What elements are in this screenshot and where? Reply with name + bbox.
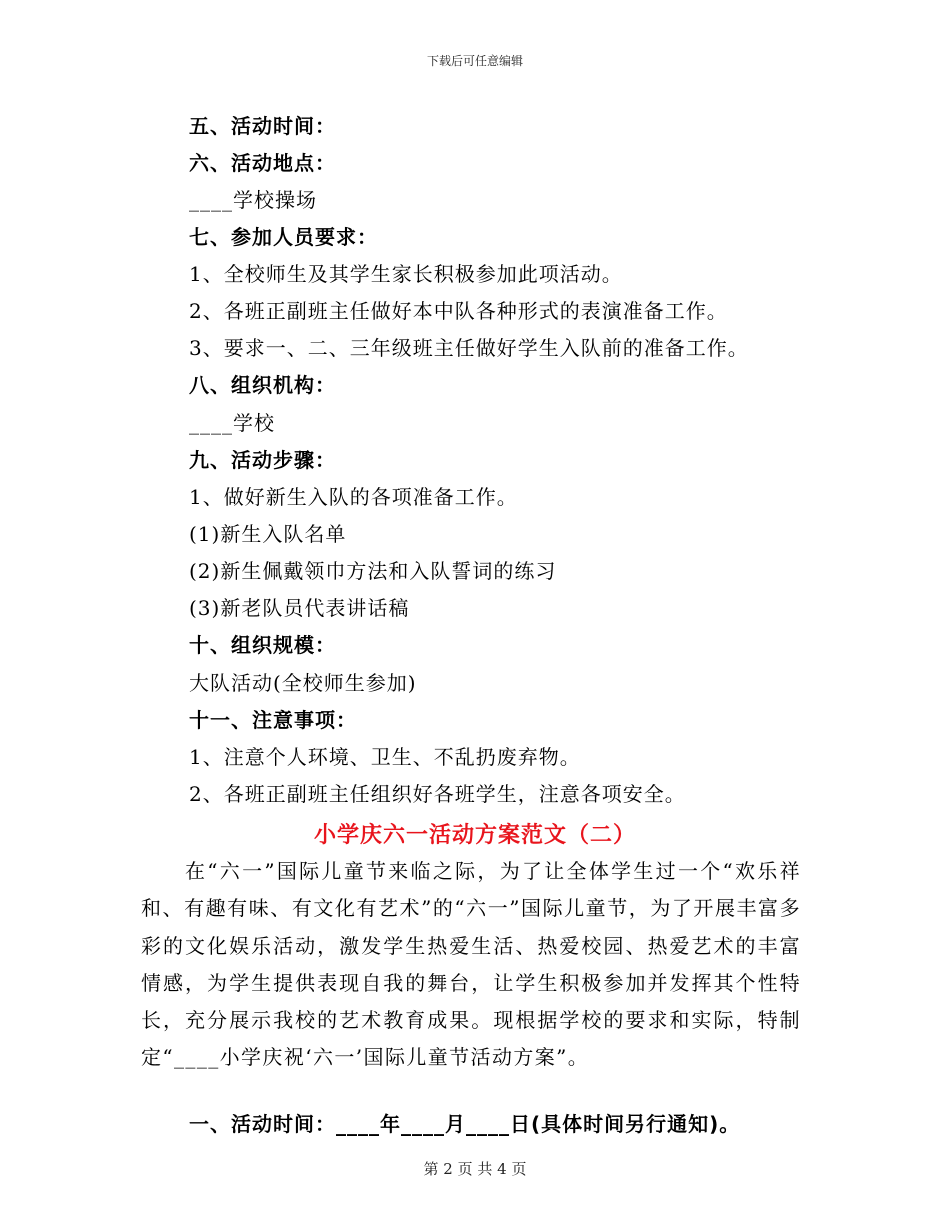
heading-activity-time: 五、活动时间： (189, 114, 336, 138)
page-header: 下载后可任意编辑 (426, 54, 523, 68)
intro-paragraph: 在“六一”国际儿童节来临之际，为了让全体学生过一个“欢乐祥和、有趣有味、有文化有艺术”的“六一”国际儿童节，为了开展丰富多彩的文化娱乐活动，激发学生热爱生活、热爱校园、热爱艺术的丰富情感，为学生提供表现自我的舞台，让学生积极参加并发挥其个性特长，充分展示我校的艺术教育成果。现根据学校的要求和实际，特制定“____小学庆祝‘六一’国际儿童节活动方案”。 (141, 859, 801, 1070)
notes-item-1: 1、注意个人环境、卫生、不乱扔废弃物。 (189, 745, 581, 769)
heading-participants: 七、参加人员要求： (189, 225, 378, 249)
heading-notes: 十一、注意事项： (189, 708, 357, 732)
section-title: 小学庆六一活动方案范文（二） (313, 823, 636, 848)
heading-activity-location: 六、活动地点： (189, 151, 336, 175)
heading-steps: 九、活动步骤： (189, 448, 336, 472)
organization-text: ____学校 (189, 411, 275, 435)
steps-subitem-3: (3)新老队员代表讲话稿 (189, 596, 410, 620)
heading-scale: 十、组织规模： (189, 633, 336, 657)
heading-activity-time-2: 一、活动时间：____年____月____日(具体时间另行通知)。 (189, 1112, 741, 1136)
steps-item-1: 1、做好新生入队的各项准备工作。 (189, 485, 518, 509)
participants-item-2: 2、各班正副班主任做好本中队各种形式的表演准备工作。 (189, 299, 728, 323)
participants-item-1: 1、全校师生及其学生家长积极参加此项活动。 (189, 262, 623, 286)
heading-organization: 八、组织机构： (189, 373, 336, 397)
steps-subitem-1: (1)新生入队名单 (189, 522, 347, 546)
scale-text: 大队活动(全校师生参加) (189, 671, 417, 695)
notes-item-2: 2、各班正副班主任组织好各班学生，注意各项安全。 (189, 782, 686, 806)
page-footer: 第 2 页 共 4 页 (423, 1160, 527, 1178)
participants-item-3: 3、要求一、二、三年级班主任做好学生入队前的准备工作。 (189, 336, 749, 360)
location-text: ____学校操场 (189, 188, 317, 212)
steps-subitem-2: (2)新生佩戴领巾方法和入队誓词的练习 (189, 559, 557, 583)
